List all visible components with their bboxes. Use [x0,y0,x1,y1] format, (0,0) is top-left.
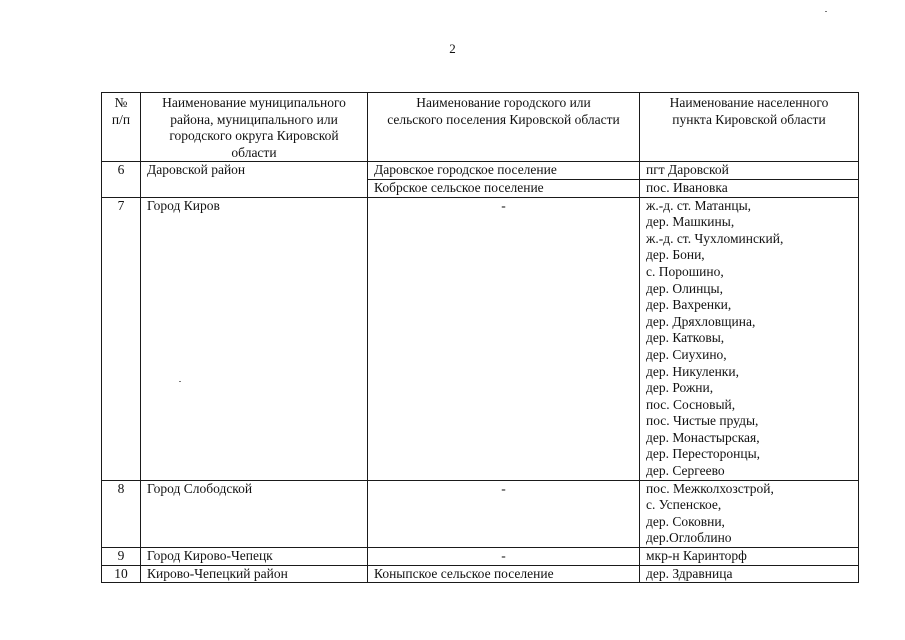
district-cell: Даровской район [141,162,368,197]
header-district-line: городского округа Кировской [169,128,339,144]
locality-item: дер. Дряхловщина, [646,313,756,329]
page-number: 2 [449,41,456,56]
table-row [102,480,859,547]
header-locality [640,93,859,162]
locality-item: дер. Сергеево [646,463,725,479]
district-cell: Город Киров [141,197,368,480]
table-header-row [102,93,859,162]
locality-item: дер. Соковни, [646,513,725,529]
row-number: 6 [102,162,141,197]
header-settlement-line: сельского поселения Кировской области [387,111,620,127]
settlement-cell: Кобрское сельское поселение [368,179,640,197]
table-row [102,565,859,583]
header-number-line: № [114,95,128,110]
locality-cell: пгт Даровской [640,162,859,180]
settlements-table [101,92,859,583]
locality-item: дер. Монастырская, [646,429,760,445]
locality-item: дер. Никуленки, [646,363,739,379]
locality-item: дер. Сиухино, [646,346,727,362]
locality-item: с. Успенское, [646,497,722,513]
locality-item: пос. Межколхозстрой, [646,480,774,496]
header-settlement-line: Наименование городского или [416,95,591,110]
scan-speck [825,11,827,12]
locality-cell [640,480,859,547]
locality-item: дер. Олинцы, [646,280,723,296]
locality-item: дер. Пересторонцы, [646,446,761,462]
locality-item: дер. Машкины, [646,214,735,230]
locality-item: с. Порошино, [646,263,724,279]
row-number: 10 [102,565,141,583]
row-number: 7 [102,197,141,480]
settlement-cell: Даровское городское поселение [368,162,640,180]
locality-cell [640,197,859,480]
row-number: 8 [102,480,141,547]
locality-cell: пос. Ивановка [640,179,859,197]
header-settlement [368,93,640,162]
header-locality-line: Наименование населенного [669,95,829,110]
settlement-cell: - [368,197,640,480]
district-cell: Город Кирово-Чепецк [141,548,368,566]
locality-item: пос. Чистые пруды, [646,413,759,429]
locality-cell: мкр-н Каринторф [640,548,859,566]
scan-speck [179,381,181,382]
locality-item: ж.-д. ст. Матанцы, [646,197,752,213]
settlement-cell: - [368,480,640,547]
table-row [102,197,859,480]
settlement-cell: Коныпское сельское поселение [368,565,640,583]
table-row [102,548,859,566]
row-number: 9 [102,548,141,566]
locality-item: дер. Бони, [646,247,705,263]
header-district-line: Наименование муниципального [162,95,346,110]
locality-item: ж.-д. ст. Чухломинский, [646,230,784,246]
header-number [102,93,141,162]
header-locality-line: пункта Кировской области [672,111,826,127]
locality-item: пос. Сосновый, [646,396,736,412]
settlement-cell: - [368,548,640,566]
header-number-line: п/п [111,111,131,127]
header-district-line: района, муниципального или [170,111,338,127]
locality-item: дер.Оглоблино [646,530,732,546]
header-district [141,93,368,162]
locality-item: дер. Катковы, [646,330,725,346]
district-cell: Город Слободской [141,480,368,547]
locality-cell: дер. Здравница [640,565,859,583]
district-cell: Кирово-Чепецкий район [141,565,368,583]
table-row [102,162,859,180]
locality-item: дер. Вахренки, [646,297,732,313]
header-district-line: области [231,144,277,160]
locality-item: дер. Рожни, [646,380,714,396]
